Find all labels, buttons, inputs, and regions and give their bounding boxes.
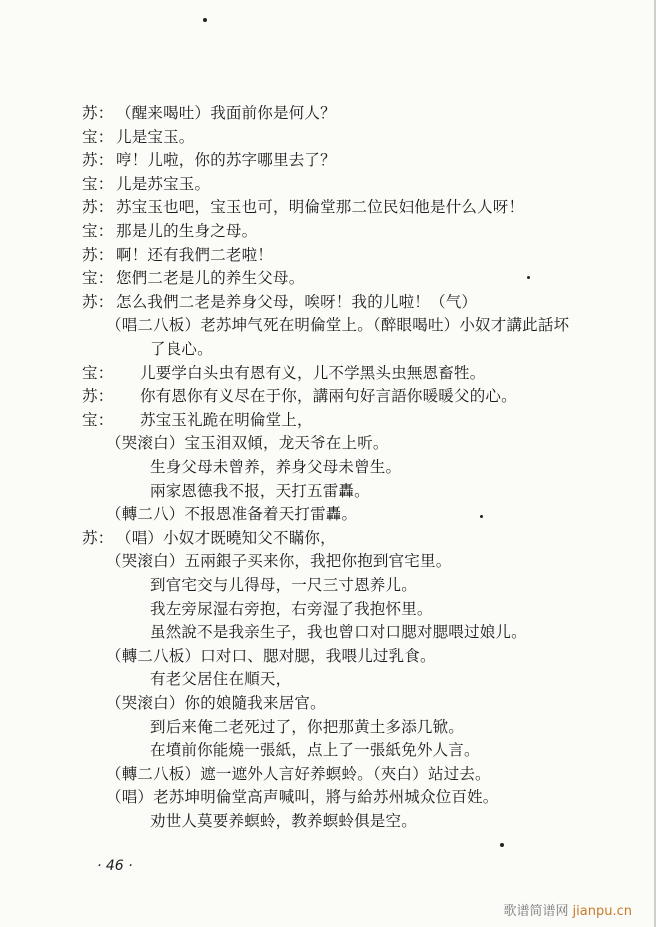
page-number: · 46 · bbox=[97, 858, 133, 874]
line-text: （哭滚白）宝玉泪双傾，龙天爷在上听。 bbox=[106, 434, 389, 453]
script-line bbox=[106, 315, 569, 335]
line-text: 兩家恩德我不报，天打五雷轟。 bbox=[150, 481, 370, 500]
line-text: （唱）小奴才既曉知父不瞞你， bbox=[116, 528, 336, 547]
script-line bbox=[82, 386, 517, 406]
script-line bbox=[82, 150, 336, 170]
script-line bbox=[82, 245, 273, 265]
line-text: （醒来喝吐）我面前你是何人？ bbox=[116, 104, 336, 122]
script-line bbox=[82, 363, 485, 383]
speaker-label: 苏： bbox=[82, 151, 114, 170]
scan-speck bbox=[527, 276, 530, 279]
script-line bbox=[106, 646, 436, 666]
line-text: 我左旁尿湿右旁抱，右旁湿了我抱怀里。 bbox=[150, 599, 433, 618]
line-text: 虽然說不是我亲生子，我也曾口对口腮对腮喂过娘儿。 bbox=[150, 623, 527, 642]
line-text: 苏宝玉也吧，宝玉也可，明倫堂那二位民妇他是什么人呀！ bbox=[116, 198, 525, 217]
script-line bbox=[82, 221, 257, 241]
speaker-label: 宝： bbox=[82, 127, 114, 146]
line-text: （唱二八板）老苏坤气死在明倫堂上。（醉眼喝吐）小奴才講此話坏 bbox=[106, 316, 570, 335]
script-line bbox=[150, 457, 401, 477]
speaker-label: 苏： bbox=[82, 245, 114, 264]
script-line bbox=[82, 528, 336, 548]
script-line bbox=[106, 787, 499, 807]
speaker-label: 宝： bbox=[82, 363, 114, 382]
script-line bbox=[82, 410, 313, 430]
script-line bbox=[82, 103, 336, 123]
script-line bbox=[150, 622, 527, 642]
watermark-url: jianpu.cn bbox=[572, 904, 632, 919]
line-text: 了良心。 bbox=[150, 340, 213, 358]
script-line bbox=[106, 433, 389, 453]
line-text: 劝世人莫要养螟蛉，教养螟蛉俱是空。 bbox=[150, 812, 417, 830]
speaker-label: 宝： bbox=[82, 269, 114, 288]
watermark bbox=[504, 900, 632, 919]
script-line bbox=[106, 551, 451, 571]
line-text: 在墳前你能燒一張紙，点上了一張紙免外人言。 bbox=[150, 741, 480, 760]
line-text: （轉二八）不报恩准备着天打雷轟。 bbox=[106, 505, 358, 524]
script-line bbox=[150, 717, 464, 737]
line-text: 哼！儿啦，你的苏字哪里去了？ bbox=[116, 151, 336, 170]
scan-speck bbox=[500, 843, 504, 847]
line-text: （轉二八板）口对口、腮对腮，我喂儿过乳食。 bbox=[106, 646, 436, 665]
script-line bbox=[150, 811, 417, 831]
line-text: 啊！还有我們二老啦！ bbox=[116, 245, 274, 264]
script-line bbox=[82, 197, 524, 217]
speaker-label: 苏： bbox=[82, 387, 114, 406]
speaker-label: 宝： bbox=[82, 410, 114, 429]
script-line bbox=[106, 764, 491, 784]
script-line bbox=[82, 174, 210, 194]
line-text: （哭滚白）五兩銀子买来你，我把你抱到官宅里。 bbox=[106, 552, 452, 571]
script-line bbox=[150, 669, 291, 689]
script-line bbox=[82, 292, 477, 312]
speaker-label: 宝： bbox=[82, 222, 114, 240]
speaker-label: 苏： bbox=[82, 104, 114, 122]
script-line bbox=[150, 740, 480, 760]
line-text: 到后来俺二老死过了，你把那黄土多添几锨。 bbox=[150, 717, 465, 736]
speaker-label: 苏： bbox=[82, 528, 114, 547]
line-text: 你有恩你有义尽在于你，講兩句好言語你暖暖父的心。 bbox=[140, 387, 517, 406]
script-line bbox=[150, 575, 417, 595]
line-text: （轉二八板）遮一遮外人言好养螟蛉。（夾白）站过去。 bbox=[106, 764, 491, 783]
script-line bbox=[82, 268, 304, 288]
line-text: 儿要学白头虫有恩有义，儿不学黑头虫無恩畜牲。 bbox=[140, 363, 486, 382]
script-line bbox=[106, 504, 357, 524]
script-line bbox=[150, 481, 370, 501]
watermark-site-name: 歌谱简谱网 bbox=[503, 904, 569, 919]
speaker-label: 苏： bbox=[82, 292, 114, 311]
line-text: 怎么我們二老是养身父母，唉呀！我的儿啦！（气） bbox=[116, 292, 478, 311]
scan-speck bbox=[480, 515, 483, 518]
line-text: 您們二老是儿的养生父母。 bbox=[116, 269, 305, 288]
speaker-label: 宝： bbox=[82, 174, 114, 193]
scan-speck bbox=[203, 18, 207, 22]
script-line bbox=[150, 339, 213, 359]
script-line bbox=[150, 599, 433, 619]
line-text: 那是儿的生身之母。 bbox=[116, 222, 258, 240]
line-text: （唱）老苏坤明倫堂高声喊叫，將与給苏州城众位百姓。 bbox=[106, 788, 499, 807]
line-text: 到官宅交与儿得母，一尺三寸恩养儿。 bbox=[150, 576, 417, 594]
line-text: 儿是苏宝玉。 bbox=[116, 174, 211, 193]
script-line bbox=[82, 127, 195, 147]
line-text: 有老父居住在順天， bbox=[150, 670, 292, 689]
line-text: 生身父母未曾养，养身父母未曾生。 bbox=[150, 458, 402, 476]
speaker-label: 苏： bbox=[82, 198, 114, 217]
line-text: 儿是宝玉。 bbox=[116, 127, 195, 146]
line-text: 苏宝玉礼跪在明倫堂上， bbox=[140, 410, 313, 429]
script-line bbox=[106, 693, 326, 713]
line-text: （哭滚白）你的娘隨我来居官。 bbox=[106, 694, 326, 712]
